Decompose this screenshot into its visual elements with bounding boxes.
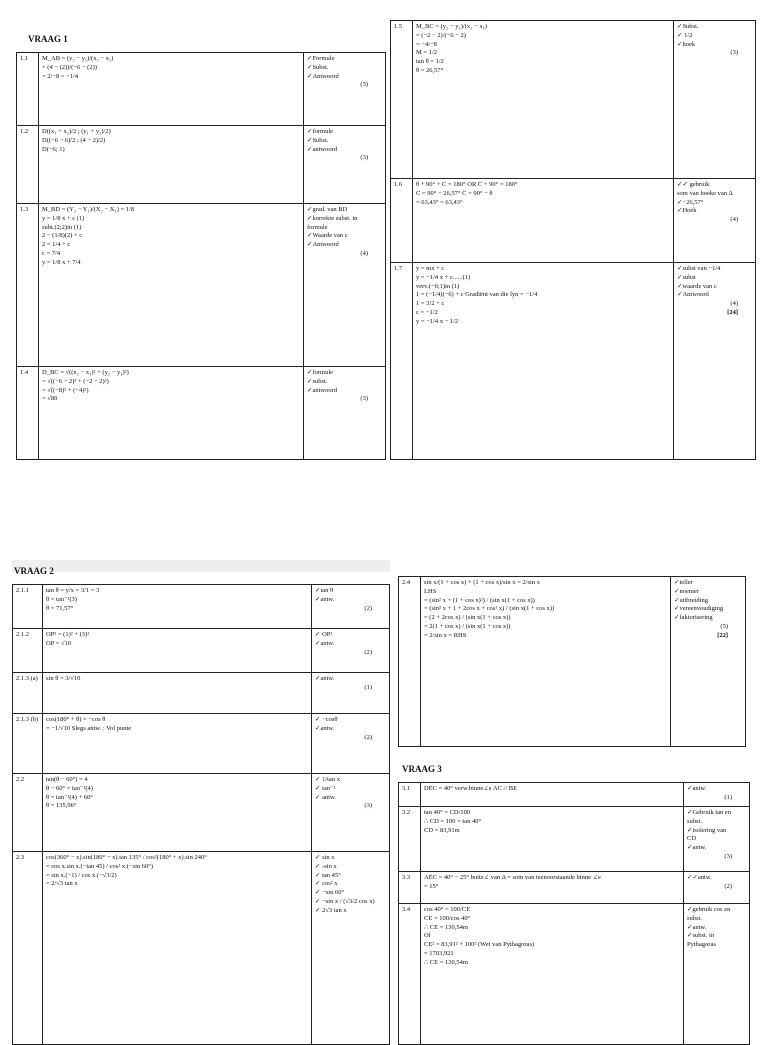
working-line: 1 = 3/2 + c <box>416 300 445 308</box>
working-line: = √((−8)² + (−4)²) <box>42 386 89 394</box>
answer-row <box>399 807 750 872</box>
working-line: cos(180° + θ) = −cos θ <box>46 716 106 723</box>
mark-line: ✓uitbreiding <box>674 596 708 604</box>
question-number: 2.4 <box>399 577 421 747</box>
working-line: D_BC = √((x₂ − x₁)² + (y₂ − y₁)²) <box>42 369 129 376</box>
working-cell <box>43 774 312 852</box>
answer-row <box>391 263 756 460</box>
mark-line: ✓antw. <box>315 675 335 682</box>
working-line: D((x₁ + x₂)/2 ; (y₁ + y₂)/2) <box>42 128 111 135</box>
working-line: ∴ CE = 130,54m <box>424 923 468 931</box>
working-line: OP² = (1)² + (3)² <box>46 631 90 638</box>
question-number: 2.1.2 <box>13 629 43 673</box>
working-line: θ − 60° = tan⁻¹(4) <box>46 784 93 792</box>
vraag2-table <box>12 584 390 1044</box>
mark-line: ✓antw. <box>315 595 335 603</box>
working-line: OP = √10 <box>46 639 72 647</box>
working-line: θ = 135,96° <box>46 802 77 810</box>
question-number: 2.1.1 <box>13 585 43 629</box>
question-number: 2.2 <box>13 774 43 852</box>
mark-line: ✓ cos² x <box>315 880 338 888</box>
working-line: D((−6 − 6)/2 ; (4 − 2)/2) <box>42 136 106 144</box>
working-line: θ + 90° + C = 180° OR Ĉ + 90° = 180° <box>416 181 518 188</box>
mark-line: som van hoeke van Δ <box>677 189 733 197</box>
question-number: 1.3 <box>17 204 39 367</box>
marks-cell <box>684 807 750 872</box>
working-cell <box>43 852 312 1045</box>
answer-row <box>13 629 390 673</box>
mark-line: ✓antw. <box>687 785 707 792</box>
mark-line: ✓ -sin x <box>315 862 337 870</box>
marks-cell <box>304 367 386 460</box>
mark-line: ✓ sin x <box>315 854 335 861</box>
marks-cell <box>674 263 756 460</box>
mark-line: ✓✓ gebruik <box>677 181 710 188</box>
mark-line: ✓antw. <box>687 923 707 931</box>
working-line: θ = tan⁻¹(3) <box>46 595 77 603</box>
vraag2-heading: VRAAG 2 <box>14 566 54 576</box>
mark-line: ✓hoek <box>677 40 696 48</box>
mark-line: ✓Gebruik tan en <box>687 809 732 816</box>
working-line: = 2/sin x = RHS <box>424 631 467 639</box>
points-label: (2) <box>364 604 372 612</box>
points-label: (3) <box>364 802 372 810</box>
mark-line: ✓faktorisering <box>674 614 713 622</box>
mark-line: ✓ OP² <box>315 631 333 638</box>
vraag3-table <box>398 782 750 1044</box>
working-cell <box>43 629 312 673</box>
working-line: = (sin² x + 1 + 2cos x + cos² x) / (sin x(1 + cos x)) <box>424 605 555 613</box>
question-number: 1.2 <box>17 126 39 204</box>
answer-row <box>391 179 756 263</box>
vraag1-right-table <box>390 20 756 459</box>
marks-cell <box>312 629 390 673</box>
working-line: cos 40° = 100/CE <box>424 906 471 913</box>
working-line: LHS <box>424 587 437 595</box>
mark-line: ✓antw. <box>315 724 335 732</box>
working-line: y = −1/4 x + c......(1) <box>416 273 471 281</box>
question-number: 1.5 <box>391 21 413 179</box>
points-label: (3) <box>730 49 738 57</box>
mark-line: ✓Subst. <box>307 136 329 144</box>
working-line: 1 = (−1/4)(−6) + c Gradiënt van die lyn = −1/4 <box>416 291 538 299</box>
working-line: = 2/√3 tan x <box>46 880 78 888</box>
question-number: 3.1 <box>399 783 421 807</box>
mark-line: ✓subst. in <box>687 932 715 940</box>
marks-cell <box>684 783 750 807</box>
working-cell <box>413 21 674 179</box>
mark-line: ✓ 2√3 tan x <box>315 906 347 914</box>
working-line: Ĉ = 90° − 26,57° Ĉ = 90° − θ <box>416 189 493 197</box>
question-number: 3.3 <box>399 872 421 904</box>
mark-line: ✓vereenvoudiging <box>674 605 724 613</box>
answer-row <box>17 367 386 460</box>
vraag2-right-table <box>398 576 746 746</box>
answer-row <box>399 783 750 807</box>
mark-line: ✓ 1/tan x <box>315 776 340 783</box>
marks-cell <box>312 673 390 714</box>
mark-line: ✓ −sin 60° <box>315 889 345 897</box>
answer-row <box>13 585 390 629</box>
mark-line: ✓gebruik cos en <box>687 906 731 913</box>
working-line: 2 = 1/4 + c <box>42 241 71 249</box>
working-line: y = mx + c <box>416 265 445 272</box>
working-line: cos(360° − x).sin(180° − x).tan 135° / cos²(180° + x).sin 240° <box>46 854 207 861</box>
mark-line: ✓grad. van BD <box>307 206 348 213</box>
total-label: [22] <box>717 631 728 639</box>
points-label: (1) <box>724 793 732 801</box>
working-cell <box>43 673 312 714</box>
working-line: 2 − (1/8)(2) + c <box>42 232 83 240</box>
working-line: = √((−6 − 2)² + (−2 − 2)²) <box>42 377 109 385</box>
working-line: c = −1/2 <box>416 308 438 316</box>
marks-cell <box>312 714 390 774</box>
question-number: 3.4 <box>399 904 421 1045</box>
working-line: tan θ = 1/2 <box>416 58 444 66</box>
working-line: θ = tan⁻¹(4) + 60° <box>46 793 93 801</box>
mark-line: formule <box>307 223 328 231</box>
working-cell <box>39 126 304 204</box>
points-label: (3) <box>360 154 368 162</box>
points-label: (2) <box>364 648 372 656</box>
points-label: (3) <box>360 395 368 403</box>
working-line: CE² = 83,91² + 100² (Wet van Pythagoras) <box>424 941 535 949</box>
mark-line: ✓korrekte subst. in <box>307 214 358 222</box>
working-line: = (−2 − 2)/(−6 − 2) <box>416 31 466 39</box>
working-line: y = 1/8 x + 7/4 <box>42 258 81 266</box>
points-label: (2) <box>724 882 732 890</box>
answer-row <box>399 577 746 747</box>
mark-line: subst. <box>687 914 702 922</box>
working-line: AÊC = 40° − 25° buite∠ van Δ = som van teenoorstaande binne ∠e <box>424 874 601 881</box>
marks-cell <box>312 774 390 852</box>
marks-cell <box>684 872 750 904</box>
vraag3-heading: VRAAG 3 <box>402 764 442 774</box>
answer-row <box>13 852 390 1045</box>
mark-line: ✓ −cosθ <box>315 716 338 723</box>
question-number: 3.2 <box>399 807 421 872</box>
working-cell <box>43 714 312 774</box>
working-line: = (2 + 2cos x) / (sin x(1 + cos x)) <box>424 614 511 622</box>
mark-line: ✓tan θ <box>315 587 334 594</box>
mark-line: ✓formule <box>307 128 334 135</box>
working-line: = 63,43° = 63,43° <box>416 198 463 206</box>
answer-row <box>399 904 750 1045</box>
working-line: = sin x.(−1) / cos x.(−√3/2) <box>46 871 117 879</box>
marks-cell <box>312 585 390 629</box>
answer-row <box>399 872 750 904</box>
working-line: DÊC = 40° verw.binne∠e AC // BE <box>424 785 518 792</box>
working-line: ∴ CE = 130,54m <box>424 958 468 966</box>
working-cell <box>39 53 304 126</box>
working-cell <box>39 367 304 460</box>
working-line: = (sin² x + (1 + cos x)²) / (sin x(1 + cos x)) <box>424 596 535 604</box>
question-number: 2.3 <box>13 852 43 1045</box>
working-line: y = 1/8 x + c (1) <box>42 214 85 222</box>
points-label: (2) <box>364 733 372 741</box>
mark-line: ✓Antwoord <box>677 291 709 299</box>
mark-line: ✓ −sin x / (√3/2 cos x) <box>315 897 375 905</box>
marks-cell <box>674 179 756 263</box>
working-line: M = 1/2 <box>416 49 438 57</box>
working-line: tan θ = y/x = 3/1 = 3 <box>46 587 100 594</box>
working-line: θ = 26,57° <box>416 66 444 74</box>
working-line: M_BD = (Y₂ − Y₁)/(X₂ − X₁) = 1/8 <box>42 206 135 213</box>
working-cell <box>43 585 312 629</box>
marks-cell <box>312 852 390 1045</box>
mark-line: ✓antw. <box>315 639 335 647</box>
mark-line: ✓formule <box>307 369 334 376</box>
vraag1-left-table <box>16 52 386 459</box>
mark-line: ✓ antw. <box>315 793 336 801</box>
working-line: = 15° <box>424 882 439 890</box>
question-number: 1.1 <box>17 53 39 126</box>
working-line: = √80 <box>42 395 58 403</box>
working-line: Of <box>424 932 431 940</box>
mark-line: ✓subst van −1/4 <box>677 265 721 272</box>
points-label: (4) <box>730 216 738 224</box>
mark-line: ✓−26,57° <box>677 198 704 206</box>
question-number: 1.6 <box>391 179 413 263</box>
working-line: tan(θ − 60°) = 4 <box>46 776 88 783</box>
working-line: sin θ = 3/√10 <box>46 675 81 682</box>
marks-cell <box>674 21 756 179</box>
marks-cell <box>304 126 386 204</box>
working-line: = 2(1 + cos x) / (sin x(1 + cos x)) <box>424 622 511 630</box>
mark-line: ✓Subst. <box>677 23 699 30</box>
points-label: (5) <box>720 622 728 630</box>
points-label: (3) <box>724 852 732 860</box>
mark-line: ✓isolering van <box>687 826 727 834</box>
working-cell <box>413 263 674 460</box>
working-line: subt.(2;2)in (1) <box>42 223 82 231</box>
mark-line: ✓waarde van c <box>677 282 717 290</box>
mark-line: ✓ tan 45° <box>315 871 341 879</box>
points-label: (4) <box>730 300 738 308</box>
working-line: CD = 83,91m <box>424 826 460 834</box>
mark-line: ✓Formule <box>307 55 335 62</box>
mark-line: ✓antw. <box>687 844 707 852</box>
points-label: (1) <box>364 683 372 691</box>
answer-row <box>391 21 756 179</box>
working-cell <box>39 204 304 367</box>
working-line: = −4/−8 <box>416 40 437 48</box>
working-cell <box>421 783 684 807</box>
working-line: sin x/(1 + cos x) + (1 + cos x)/sin x = 2/sin x <box>424 579 540 586</box>
mark-line: ✓subst. <box>307 377 328 385</box>
answer-row <box>13 714 390 774</box>
vraag1-heading: VRAAG 1 <box>28 34 68 44</box>
working-line: D(−6; 1) <box>42 145 65 153</box>
mark-line: ✓Antwoord <box>307 241 339 249</box>
working-cell <box>421 872 684 904</box>
working-line: = −1/√10 Slegs antw. : Vol punte <box>46 724 132 732</box>
mark-line: ✓Waarde van c <box>307 232 348 240</box>
question-number: 1.7 <box>391 263 413 460</box>
question-number: 2.1.3 (b) <box>13 714 43 774</box>
working-line: θ = 71,57° <box>46 604 74 612</box>
divider-bar <box>12 560 390 572</box>
working-cell <box>421 577 671 747</box>
mark-line: ✓antwoord <box>307 386 337 394</box>
mark-line: ✓antwoord <box>307 145 337 153</box>
mark-line: Pythagoras <box>687 941 716 949</box>
working-line: CE = 100/cos 40° <box>424 914 471 922</box>
mark-line: ✓✓antw. <box>687 874 712 881</box>
working-line: c = 7/4 <box>42 249 61 257</box>
working-line: tan 40° = CD/100 <box>424 809 471 816</box>
points-label: (4) <box>360 249 368 257</box>
answer-row <box>17 126 386 204</box>
working-line: y = −1/4 x − 1/2 <box>416 317 459 325</box>
working-line: = 1703,921 <box>424 949 454 957</box>
mark-line: subst. <box>687 817 702 825</box>
mark-line: CD <box>687 835 697 843</box>
marks-cell <box>304 204 386 367</box>
answer-row <box>13 673 390 714</box>
mark-line: ✓noemer <box>674 587 699 595</box>
working-line: ∴ CD = 100 × tan 40° <box>424 817 482 825</box>
mark-line: ✓teller <box>674 579 693 586</box>
mark-line: ✓subst <box>677 273 696 281</box>
working-line: = 2/−8 = −1/4 <box>42 72 79 80</box>
answer-row <box>17 204 386 367</box>
working-line: = (4 − (2))/(−6 − (2)) <box>42 63 97 71</box>
mark-line: ✓Subst. <box>307 63 329 71</box>
working-cell <box>421 807 684 872</box>
marks-cell <box>671 577 746 747</box>
points-label: (3) <box>360 81 368 89</box>
working-cell <box>421 904 684 1045</box>
total-label: [24] <box>727 308 738 316</box>
mark-line: ✓Hoek <box>677 207 697 215</box>
mark-line: ✓ tan⁻¹ <box>315 784 336 792</box>
working-line: M_BC = (y₂ − y₁)/(x₂ − x₁) <box>416 23 487 30</box>
marks-cell <box>304 53 386 126</box>
question-number: 2.1.3 (a) <box>13 673 43 714</box>
question-number: 1.4 <box>17 367 39 460</box>
answer-row <box>13 774 390 852</box>
answer-row <box>17 53 386 126</box>
working-line: verv.(−6;1)in (1) <box>416 282 460 290</box>
mark-line: ✓ 1/2 <box>677 31 693 39</box>
mark-line: ✓Antwoord <box>307 72 339 80</box>
working-cell <box>413 179 674 263</box>
working-line: = cos x.sin x.(−tan 45) / cos² x.(−sin 60°) <box>46 862 154 870</box>
working-line: M_AB = (y₂ − y₁)/(x₂ − x₁) <box>42 55 114 62</box>
marks-cell <box>684 904 750 1045</box>
